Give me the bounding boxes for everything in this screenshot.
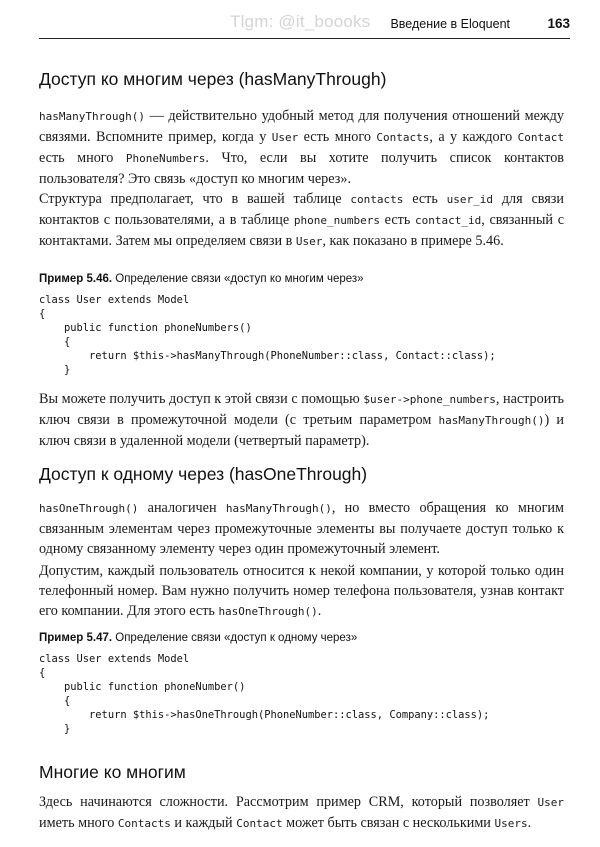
- code-example-5-46: class User extends Model { public function phoneNumbers() { return $this->hasManyThrough(PhoneNumber::class, Contact::class); }: [39, 294, 496, 376]
- paragraph-access-relation: Вы можете получить доступ к этой связи с помощью $user->phone_numbers, настроить ключ связи в промежуточной модели (с третьим параметром hasManyThrough()) и ключ связи в удаленной модели (четвертый параметр).: [39, 391, 564, 449]
- paragraph-has-one-through-intro: hasOneThrough() аналогичен hasManyThrough(), но вместо обращения ко многим связанным элементам через промежуточные элементы вы получаете доступ только к одному связанному элементу через один промежуточный элемент.: [39, 500, 564, 557]
- paragraph-has-many-through-intro: hasManyThrough() — действительно удобный метод для получения отношений между связями. Вспомните пример, когда у User есть много Contacts, а у каждого Contact есть много PhoneNumbers. Что, если вы хотите получить список контактов пользователя? Это связь «доступ ко многим через».: [39, 108, 564, 187]
- paragraph-many-to-many-intro: Здесь начинаются сложности. Рассмотрим пример CRM, который позволяет User иметь много Contacts и каждый Contact может быть связан с несколькими Users.: [39, 794, 564, 831]
- paragraph-table-structure: Структура предполагает, что в вашей таблице contacts есть user_id для связи контактов с пользователями, а в таблице phone_numbers есть contact_id, связанный с контактами. Затем мы определяем связи в User, как показано в примере 5.46.: [39, 191, 565, 249]
- section-heading-has-one-through: Доступ к одному через (hasOneThrough): [39, 464, 368, 484]
- example-caption-5-47: Пример 5.47. Определение связи «доступ к одному через»: [39, 632, 358, 644]
- section-heading-many-to-many: Многие ко многим: [39, 762, 186, 782]
- header-rule: [39, 38, 570, 39]
- section-heading-has-many-through: Доступ ко многим через (hasManyThrough): [39, 69, 387, 89]
- example-caption-5-46: Пример 5.46. Определение связи «доступ ко многим через»: [39, 273, 364, 285]
- paragraph-company-example: Допустим, каждый пользователь относится к некой компании, у которой только один телефонный номер. Вам нужно получить номер телефона пользователя, узнав контакт его компании. Для этого есть hasOneThrough().: [39, 563, 564, 619]
- watermark: Tlgm: @it_boooks: [230, 12, 371, 31]
- header-title: Введение в Eloquent: [390, 17, 510, 31]
- page-number: 163: [547, 16, 570, 31]
- code-example-5-47: class User extends Model { public function phoneNumber() { return $this->hasOneThrough(PhoneNumber::class, Company::class); }: [39, 653, 490, 735]
